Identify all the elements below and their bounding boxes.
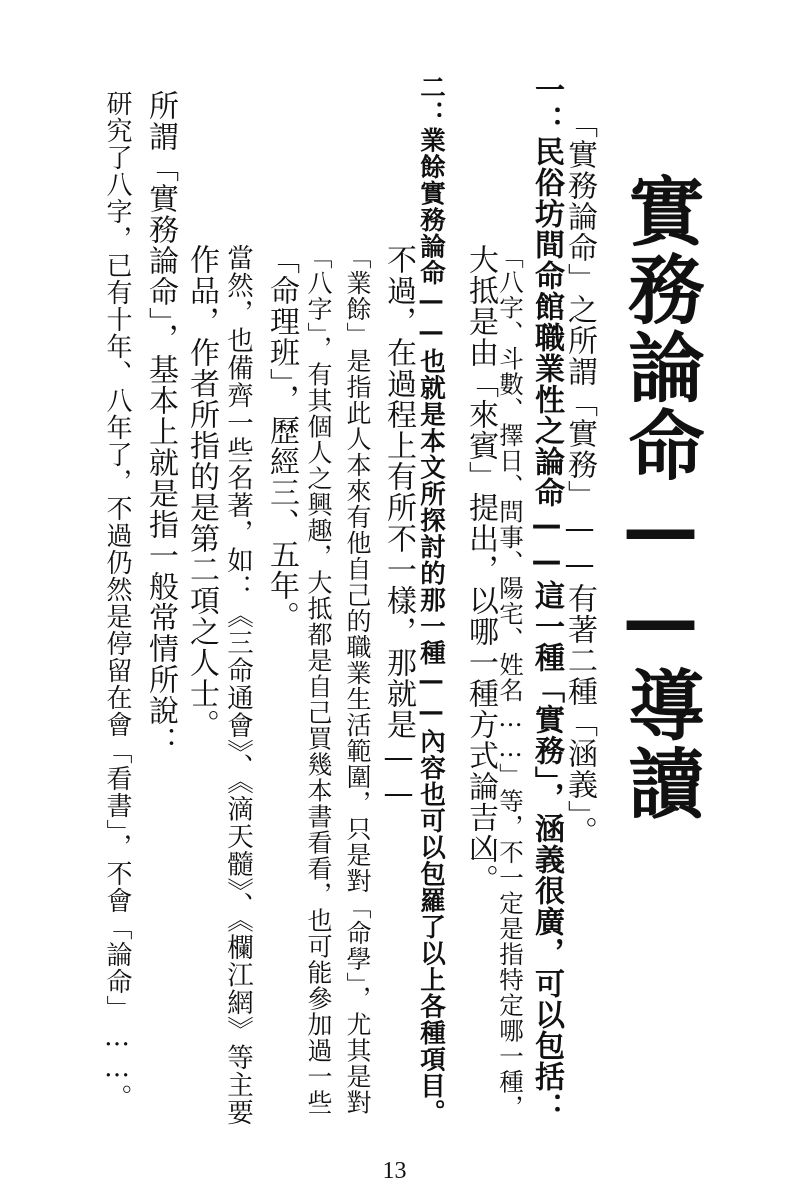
text-line-12: 所謂「實務論命」，基本上就是指一般常情所說： — [143, 90, 178, 757]
text-line-4: 大抵是由「來賓」提出，以哪一種方式論吉凶。 — [463, 244, 498, 895]
chapter-title: 實務論命——導讀 — [616, 172, 705, 822]
text-line-8: 「八字」，有其個人之興趣，大抵都是自己買幾本書看看，也可能參加過一些 — [304, 244, 333, 1116]
section-heading-2: 二：業餘實務論命——也就是本文所探討的那一種——內容也可以包羅了以上各種項目。 — [416, 74, 446, 1126]
page-number: 13 — [382, 1158, 407, 1184]
text-line-11: 作品，作者所指的是第二項之人士。 — [184, 244, 219, 740]
section-heading-1: 一：民俗坊間命館職業性之論命——這一種「實務」，涵義很廣，可以包括： — [529, 74, 564, 1123]
text-line-7: 「業餘」是指此人本來有他自己的職業生活範圍，只是對「命學」，尤其是對 — [343, 244, 372, 1116]
text-line-1: 「實務論命」之所謂「實務」——有著二種「涵義」。 — [562, 108, 597, 847]
text-line-13: 研究了八字，已有十年、八年了，不過仍然是停留在會「看書」，不會「論命」……。 — [102, 90, 132, 1111]
text-line-10: 當然，也備齊一些名著，如：《三命通會》、《滴天髓》、《欄江網》等主要 — [222, 244, 253, 1126]
text-line-6: 不過，在過程上有所不一樣，那就是—— — [381, 244, 416, 812]
text-line-9: 「命理班」，歷經三、五年。 — [264, 244, 299, 632]
text-line-3: 「八字、斗數、擇日、問事、陽宅、姓名……」等，不一定是指特定哪一種， — [496, 244, 525, 1120]
